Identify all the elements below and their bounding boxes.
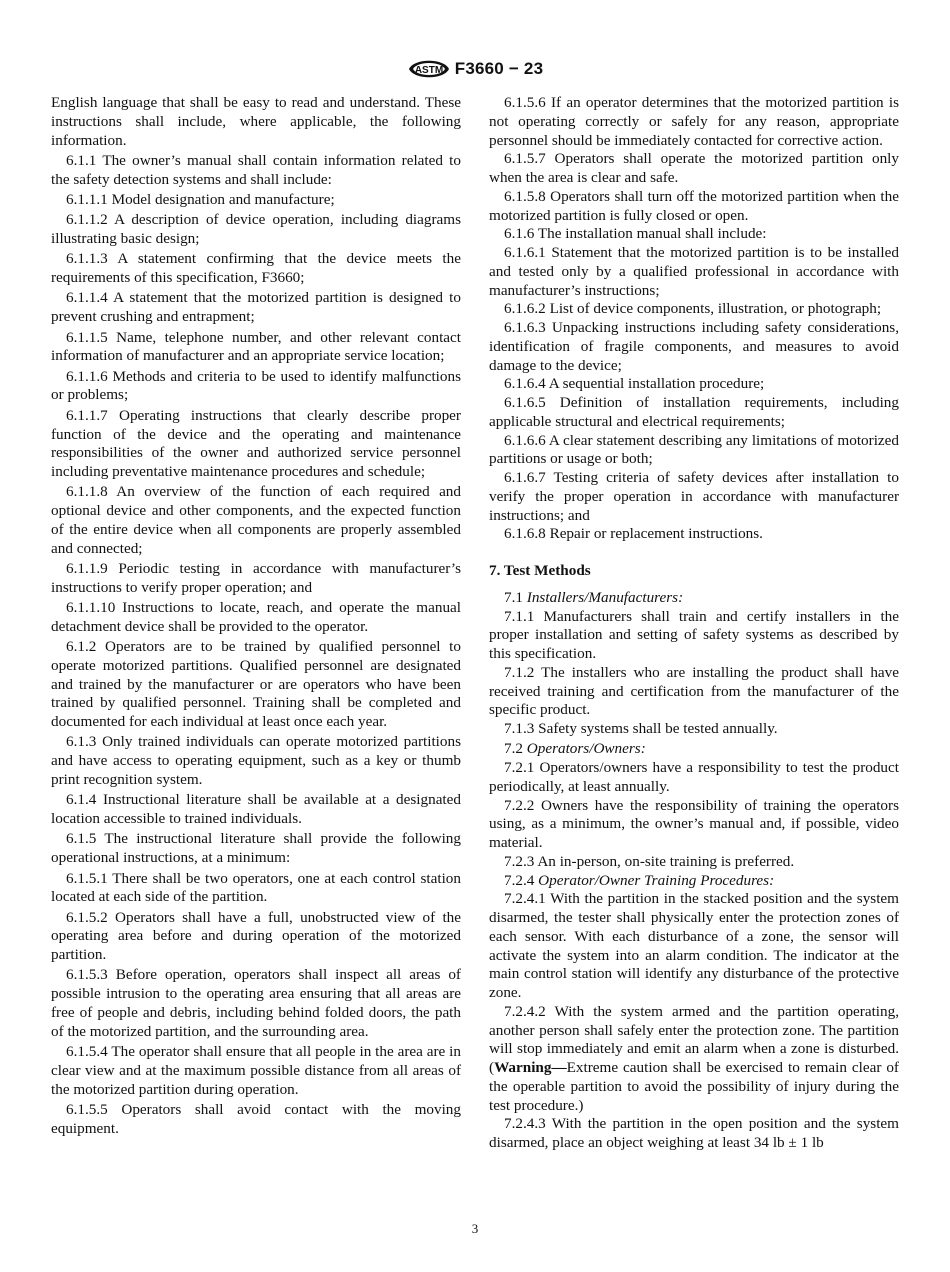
- page-header: [0, 56, 950, 82]
- paragraph-7-1-2: 7.1.2 The installers who are installing the product shall have received training and certification from the manufacturer of the specific product.: [489, 663, 899, 719]
- subsection-title: Operator/Owner Training Procedures:: [538, 871, 775, 889]
- paragraph-6-1-1-4: 6.1.1.4 A statement that the motorized partition is designed to prevent crushing and entrapment;: [51, 289, 461, 326]
- paragraph-6-1-1-3: 6.1.1.3 A statement confirming that the device meets the requirements of this specification, F3660;: [51, 250, 461, 287]
- paragraph-6-1-1-10: 6.1.1.10 Instructions to locate, reach, and operate the manual detachment device shall be provided to the operator.: [51, 599, 461, 635]
- standard-designation: F3660 − 23: [454, 59, 544, 78]
- paragraph-7-2-4-1: 7.2.4.1 With the partition in the stacked position and the system disarmed, the tester shall physically enter the protection zones of each sensor. With each disturbance of a zone, the sensor will activate the system into an alarm condition. The indicator at the main control station will identify any disturbance of the protective zone.: [489, 890, 899, 1002]
- paragraph-6-1-1-7: 6.1.1.7 Operating instructions that clearly describe proper function of the device and the operating and maintenance responsibilities of the owner and authorized service personnel including preventative maintenance procedures and schedule;: [51, 406, 461, 480]
- paragraph-7-1-1: 7.1.1 Manufacturers shall train and certify installers in the proper installation and setting of safety systems as described by this specification.: [489, 607, 899, 662]
- paragraph-7-2-2: 7.2.2 Owners have the responsibility of training the operators using, as a minimum, the owner’s manual and, if possible, video material.: [489, 796, 899, 852]
- paragraph-6-1-1: 6.1.1 The owner’s manual shall contain information related to the safety detection systems and shall include:: [51, 151, 461, 188]
- right-column: [489, 94, 899, 1153]
- paragraph-6-1-1-8: 6.1.1.8 An overview of the function of each required and optional device and other components, and the expected function of the entire device when all components are properly assembled and connected;: [51, 483, 461, 557]
- paragraph-6-1-6-8: 6.1.6.8 Repair or replacement instructions.: [504, 525, 763, 543]
- subsection-number: 7.1: [504, 588, 523, 606]
- paragraph-6-1-6-4: 6.1.6.4 A sequential installation procedure;: [504, 375, 765, 393]
- subsection-number: 7.2: [504, 740, 523, 758]
- subsection-title: Operators/Owners:: [526, 740, 646, 758]
- astm-logo-text: ASTM: [414, 65, 443, 76]
- subsection-number: 7.2.4: [504, 871, 535, 889]
- paragraph-6-1-2: 6.1.2 Operators are to be trained by qualified personnel to operate motorized partitions. Qualified personnel are designated and trained by the manufacturer or are operators who have been trained by qualified personnel. Training shall be completed and documented for each individual at least once each year.: [51, 638, 461, 731]
- paragraph-6-1-1-5: 6.1.1.5 Name, telephone number, and other relevant contact information of manufacturer and an appropriate service location;: [51, 328, 461, 365]
- astm-logo-icon: [407, 56, 451, 82]
- warning-label: Warning—: [494, 1059, 567, 1077]
- paragraph-6-1-1-1: 6.1.1.1 Model designation and manufacture;: [66, 190, 335, 208]
- section-heading-test-methods: 7. Test Methods: [489, 562, 591, 579]
- paragraph-6-1-3: 6.1.3 Only trained individuals can operate motorized partitions and have access to operating equipment, such as a key or thumb print recognition system.: [51, 733, 461, 788]
- paragraph-6-1-5-6: 6.1.5.6 If an operator determines that the motorized partition is not operating correctly or safely for any reason, appropriate personnel should be immediately contacted for corrective action.: [489, 94, 899, 149]
- paragraph-6-1-6: 6.1.6 The installation manual shall include:: [504, 225, 767, 243]
- subsection-7-1: [489, 589, 899, 608]
- subsection-title: Installers/Manufacturers:: [526, 588, 684, 606]
- paragraph-text: 7.2.4.2 With the system armed and the partition operating, another person shall safely enter the protection zone. The partition will stop immediately and emit an alarm when a zone is disturbed. (: [489, 1002, 899, 1077]
- paragraph-6-1-6-6: 6.1.6.6 A clear statement describing any limitations of motorized partitions or usage or both;: [489, 431, 899, 468]
- paragraph-6-1-5: 6.1.5 The instructional literature shall provide the following operational instructions, at a minimum:: [51, 830, 461, 867]
- paragraph-6-1-5-2: 6.1.5.2 Operators shall have a full, unobstructed view of the operating area before and during operation of the motorized partition.: [51, 908, 461, 964]
- paragraph-7-2-4-2: [489, 1003, 899, 1116]
- paragraph-6-1-6-7: 6.1.6.7 Testing criteria of safety devices after installation to verify the proper operation in accordance with manufacturer instructions; and: [489, 469, 899, 524]
- paragraph-6-1-4: 6.1.4 Instructional literature shall be available at a designated location accessible to trained individuals.: [51, 791, 461, 828]
- paragraph-6-1-6-5: 6.1.6.5 Definition of installation requirements, including applicable structural and electrical requirements;: [489, 394, 899, 430]
- paragraph-6-1-5-8: 6.1.5.8 Operators shall turn off the motorized partition when the motorized partition is fully closed or open.: [489, 187, 899, 224]
- subsection-7-2: [489, 740, 899, 759]
- paragraph-6-1-6-2: 6.1.6.2 List of device components, illustration, or photograph;: [504, 300, 882, 318]
- subsection-7-2-4: [489, 872, 899, 891]
- paragraph-6-1-5-4: 6.1.5.4 The operator shall ensure that all people in the area are in clear view and at the maximum possible distance from all areas of the motorized partition during operation.: [51, 1043, 461, 1098]
- left-column: [51, 94, 461, 1138]
- page-number: 3: [471, 1221, 479, 1236]
- paragraph-7-2-1: 7.2.1 Operators/owners have a responsibility to test the product periodically, at least annually.: [489, 759, 899, 795]
- paragraph-7-2-4-3: 7.2.4.3 With the partition in the open position and the system disarmed, place an object weighing at least 34 lb ± 1 lb: [489, 1115, 899, 1152]
- paragraph-6-1-5-3: 6.1.5.3 Before operation, operators shall inspect all areas of possible intrusion to the operating area ensuring that all areas are free of people and debris, including behind folded doors, the path of the motorized partition, and the surrounding area.: [51, 966, 461, 1040]
- paragraph-6-1-5-7: 6.1.5.7 Operators shall operate the motorized partition only when the area is clear and safe.: [489, 150, 899, 186]
- paragraph-6-1-1-6: 6.1.1.6 Methods and criteria to be used to identify malfunctions or problems;: [51, 367, 461, 404]
- paragraph-6-1-6-3: 6.1.6.3 Unpacking instructions including safety considerations, identification of fragile components, and measures to avoid damage to the device;: [489, 319, 899, 374]
- paragraph-6-1-1-9: 6.1.1.9 Periodic testing in accordance with manufacturer’s instructions to verify proper operation; and: [51, 559, 461, 596]
- paragraph-6-1-6-1: 6.1.6.1 Statement that the motorized partition is to be installed and tested only by a qualified professional in accordance with manufacturer’s instructions;: [489, 244, 899, 299]
- paragraph-7-1-3: 7.1.3 Safety systems shall be tested annually.: [504, 720, 778, 737]
- paragraph-6-1-5-1: 6.1.5.1 There shall be two operators, one at each control station located at each side of the partition.: [51, 869, 461, 906]
- paragraph-7-2-3: 7.2.3 An in-person, on-site training is preferred.: [504, 852, 795, 870]
- paragraph-6-1-1-2: 6.1.1.2 A description of device operation, including diagrams illustrating basic design;: [51, 211, 461, 248]
- paragraph-6-1-5-5: 6.1.5.5 Operators shall avoid contact with the moving equipment.: [51, 1100, 461, 1137]
- paragraph-text: Extreme caution shall be exercised to remain clear of the operable partition to avoid the possibility of injury during the test procedure.): [489, 1059, 899, 1114]
- paragraph: English language that shall be easy to read and understand. These instructions shall include, where applicable, the following information.: [51, 94, 461, 149]
